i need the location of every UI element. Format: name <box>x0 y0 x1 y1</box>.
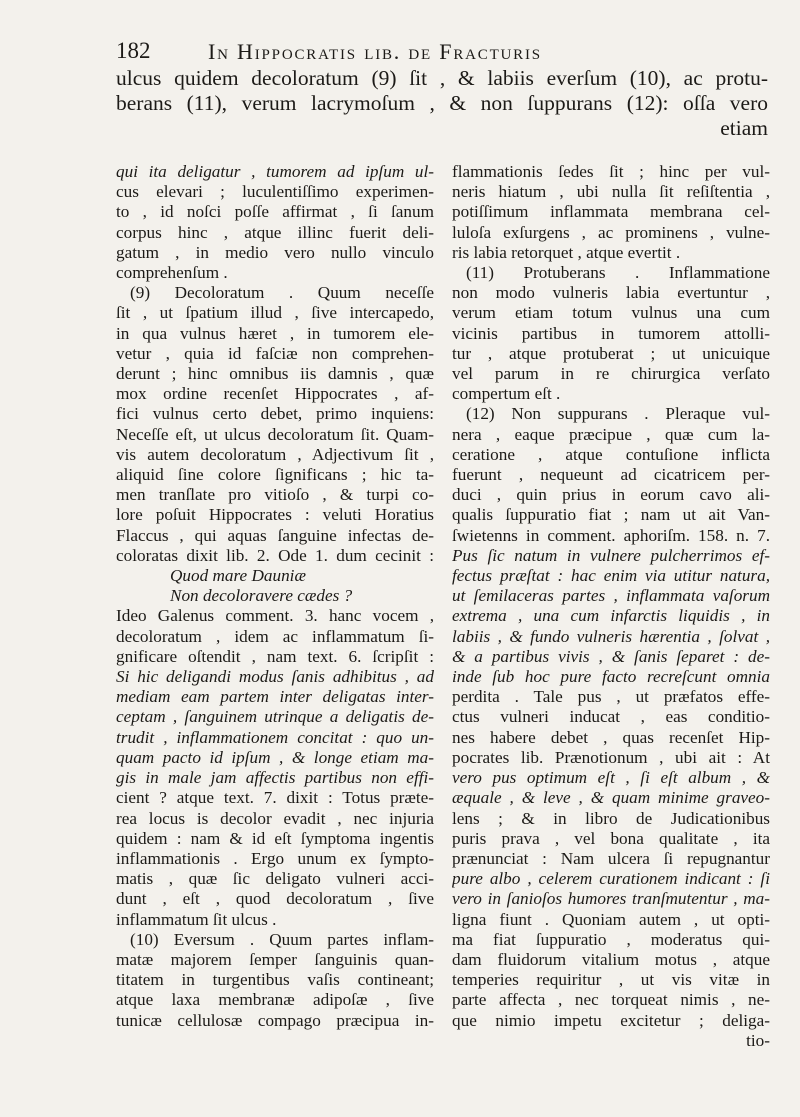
text-line: vero pus optimum eſt , ſi eſt album , & <box>452 768 770 788</box>
text-line: tunicæ cellulosæ compago præcipua in- <box>116 1010 434 1030</box>
text-line: ma fiat ſuppuratio , moderatus qui- <box>452 929 770 949</box>
text-line: labiis , & fundo vulneris hærentia , ſolvat , <box>452 626 770 646</box>
text-line: to , id noſci poſſe affirmat , ſi ſanum <box>116 202 434 222</box>
running-title: In Hippocratis lib. de Fracturis <box>208 39 542 64</box>
text-line: verum etiam totum vulnus una cum <box>452 303 770 323</box>
text-line: atque laxa membranæ adipoſæ , ſive <box>116 990 434 1010</box>
text-line: Flaccus , qui aquas ſanguine infectas de- <box>116 525 434 545</box>
text-line: gis in male jam affectis partibus non effi- <box>116 768 434 788</box>
text-line: inflammationis . Ergo unum ex ſympto- <box>116 848 434 868</box>
left-commentary-column <box>116 162 434 1031</box>
text-line: mox ordine recenſet Hippocrates , af- <box>116 384 434 404</box>
text-line: Neceſſe eſt, ut ulcus decoloratum ſit. Quam- <box>116 424 434 444</box>
text-line: luloſa exſurgens , ac prominens , vulne- <box>452 222 770 242</box>
text-line: non modo vulneris labia evertuntur , <box>452 283 770 303</box>
text-line: Pus ſic natum in vulnere pulcherrimos ef- <box>452 545 770 565</box>
text-line: ut ſemilaceras partes , inflammata vaſorum <box>452 586 770 606</box>
text-line: vel parum in re chirurgica verſato <box>452 364 770 384</box>
text-line: gnificare oſtendit , nam text. 6. ſcripſit : <box>116 646 434 666</box>
text-line: quidem : nam & id eſt ſymptoma ingentis <box>116 828 434 848</box>
text-line: ceratione , atque contuſione inflicta <box>452 444 770 464</box>
text-line: gatum , in medio vero nullo vinculo <box>116 242 434 262</box>
text-line: (11) Protuberans . Inflammatione <box>466 263 770 283</box>
text-line: perdita . Tale pus , ut præfatos effe- <box>452 687 770 707</box>
text-line: fectus præſtat : hac enim via utitur natura, <box>452 566 770 586</box>
text-line: vetur , quia id faſciæ non comprehen- <box>116 343 434 363</box>
text-line: duci , quin prius in eorum cavo ali- <box>452 485 770 505</box>
text-line: lens ; & in libro de Judicationibus <box>452 808 770 828</box>
text-line: nes habere debet , quas recenſet Hip- <box>452 727 770 747</box>
text-line: vis autem decoloratum , Adjectivum ſit , <box>116 444 434 464</box>
text-line: dunt , eſt , quod decoloratum , ſive <box>116 889 434 909</box>
text-line: aliquid ſine colore ſignificans ; hic ta- <box>116 465 434 485</box>
text-line: puris prava , vel bona qualitate , ita <box>452 828 770 848</box>
text-line: pocrates lib. Prænotionum , ubi ait : At <box>452 747 770 767</box>
text-line: (12) Non suppurans . Pleraque vul- <box>466 404 770 424</box>
text-line: matis , quæ ſic deligato vulneri acci- <box>116 869 434 889</box>
text-line: ris labia retorquet , atque evertit . <box>452 242 681 262</box>
text-line: compertum eſt . <box>452 384 561 404</box>
text-line: nera , eaque præcipue , quæ cum la- <box>452 424 770 444</box>
page-header <box>116 38 786 68</box>
text-line: potiſſimum inflammata membrana cel- <box>452 202 770 222</box>
text-line: cient ? atque text. 7. dixit : Totus præte- <box>116 788 434 808</box>
catchword: etiam <box>720 116 768 140</box>
text-line: inde ſub hoc pure facto recreſcunt omnia <box>452 667 770 687</box>
text-line: fici vulnus certo debet, primo inquiens: <box>116 404 434 424</box>
text-line: ligna fiunt . Quoniam autem , ut opti- <box>452 909 770 929</box>
text-line: ctus vulneri inducat , eas conditio- <box>452 707 770 727</box>
text-line: coloratas dixit lib. 2. Ode 1. dum cecinit : <box>116 545 434 565</box>
text-line: vicinis partibus in tumorem attolli- <box>452 323 770 343</box>
text-line: neris hiatum , ubi nulla ſit reſiſtentia , <box>452 182 770 202</box>
text-line: in qua vulnus hæret , in tumorem ele- <box>116 323 434 343</box>
text-line: prænunciat : Nam ulcera ſi repugnantur <box>452 848 770 868</box>
text-line: qui ita deligatur , tumorem ad ipſum ul- <box>116 162 434 181</box>
text-line: rea locus is decolor evadit , nec injuria <box>116 808 434 828</box>
text-line: Non decoloravere cædes ? <box>170 586 353 606</box>
text-line: comprehenſum . <box>116 263 228 283</box>
text-line: derunt ; hinc omnibus iis damnis , quæ <box>116 364 434 384</box>
text-line: fuerunt , nequeunt ad cicatricem per- <box>452 465 770 485</box>
text-line: decoloratum , idem ac inflammatum ſi- <box>116 626 434 646</box>
lead-line: ulcus quidem decoloratum (9) ſit , & labiis everſum (10), ac protu- <box>116 66 768 90</box>
text-line: que nimio impetu excitetur ; deliga- <box>452 1010 770 1030</box>
text-line: parte affecta , nec torqueat nimis , ne- <box>452 990 770 1010</box>
text-line: tur , atque protuberat ; ut unicuique <box>452 343 770 363</box>
text-line: ſit , ut ſpatium illud , ſive intercapedo, <box>116 303 434 323</box>
text-line: extrema , una cum infarctis liquidis , in <box>452 606 770 626</box>
text-line: dam fluidorum vitalium motus , atque <box>452 949 770 969</box>
text-line: Quod mare Dauniæ <box>170 566 306 586</box>
text-line: corpus hinc , atque illinc fuerit deli- <box>116 222 434 242</box>
text-line: temperies requiritur , ut vis vitæ in <box>452 970 770 990</box>
text-line: men tranſlate pro vitioſo , & turpi co- <box>116 485 434 505</box>
text-line: tio- <box>746 1030 770 1050</box>
lead-line: berans (11), verum lacrymoſum , & non ſuppurans (12): oſſa vero <box>116 91 768 115</box>
text-line: matæ majorem ſemper ſanguinis quan- <box>116 949 434 969</box>
text-line: cus elevari ; luculentiſſimo experimen- <box>116 182 434 202</box>
text-line: inflammatum ſit ulcus . <box>116 909 277 929</box>
text-line: & a partibus vivis , & ſanis ſeparet : de- <box>452 646 770 666</box>
text-line: æquale , & leve , & quam minime graveo- <box>452 788 770 808</box>
text-line: pure albo , celerem curationem indicant : ſi <box>452 869 770 889</box>
text-line: Ideo Galenus comment. 3. hanc vocem , <box>116 606 434 626</box>
text-line: ceptam , ſanguinem utrinque a deligatis de- <box>116 707 434 727</box>
text-line: ſwietenns in comment. aphoriſm. 158. n. 7. <box>452 525 770 545</box>
main-text-lead <box>116 66 768 141</box>
text-line: (10) Eversum . Quum partes inflam- <box>130 929 434 949</box>
page-number: 182 <box>116 38 151 63</box>
text-line: Si hic deligandi modus ſanis adhibitus , ad <box>116 667 434 687</box>
text-line: titatem in turgentibus vaſis contineant; <box>116 970 434 990</box>
text-line: lore poſuit Hippocrates : veluti Horatius <box>116 505 434 525</box>
text-line: quam pacto id ipſum , & longe etiam ma- <box>116 747 434 767</box>
text-line: (9) Decoloratum . Quum neceſſe <box>130 283 434 303</box>
right-commentary-column <box>452 162 770 1051</box>
text-line: mediam eam partem inter deligatas inter- <box>116 687 434 707</box>
text-line: vero in ſanioſos humores tranſmutentur , ma- <box>452 889 770 909</box>
text-line: flammationis ſedes ſit ; hinc per vul- <box>452 162 770 181</box>
text-line: qualis ſuppuratio fiat ; nam ut ait Van- <box>452 505 770 525</box>
text-line: trudit , inflammationem concitat : quo un- <box>116 727 434 747</box>
